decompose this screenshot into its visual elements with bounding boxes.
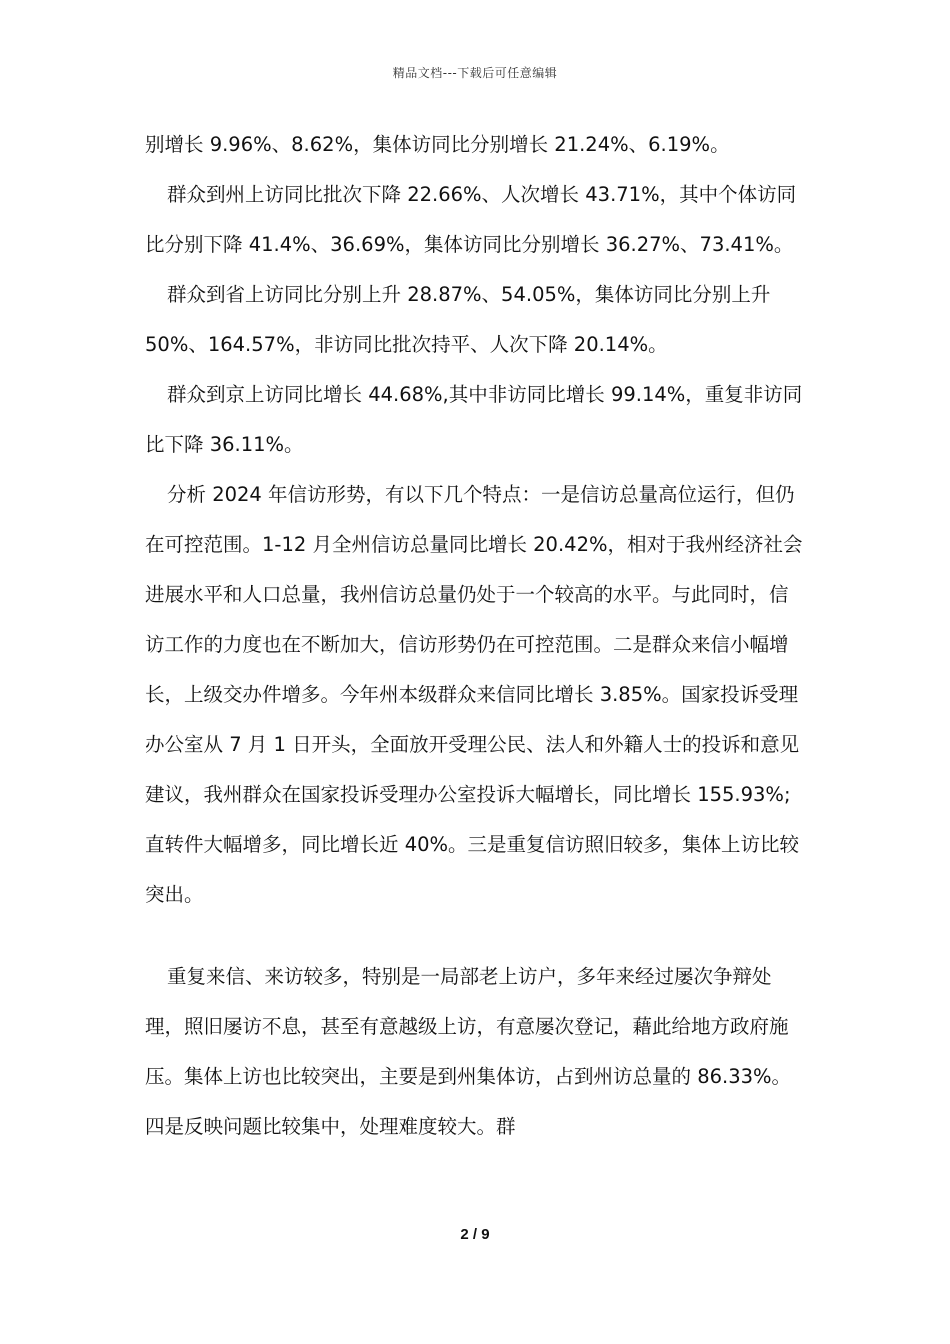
page-number: 2 / 9 xyxy=(460,1226,490,1243)
paragraph-2: 群众到省上访同比分别上升 28.87%、54.05%，集体访同比分别上升 50%、164.57%，非访同比批次持平、人次下降 20.14%。 xyxy=(145,283,771,356)
paragraph-3: 群众到京上访同比增长 44.68%,其中非访同比增长 99.14%，重复非访同比下降 36.11%。 xyxy=(145,383,803,456)
paragraph-1: 群众到州上访同比批次下降 22.66%、人次增长 43.71%，其中个体访同比分别下降 41.4%、36.69%，集体访同比分别增长 36.27%、73.41%。 xyxy=(145,183,797,256)
paragraph-4: 分析 2024 年信访形势，有以下几个特点：一是信访总量高位运行，但仍在可控范围。1-12 月全州信访总量同比增长 20.42%，相对于我州经济社会进展水平和人口总量，我州信访总量仍处于一个较高的水平。与此同时，信访工作的力度也在不断加大，信访形势仍在可控范围。二是群众来信小幅增长，上级交办件增多。今年州本级群众来信同比增长 3.85%。国家投诉受理办公室从 7 月 1 日开头，全面放开受理公民、法人和外籍人士的投诉和意见建议，我州群众在国家投诉受理办公室投诉大幅增长，同比增长 155.93%;直转件大幅增多，同比增长近 40%。三是重复信访照旧较多，集体上访比较突出。 xyxy=(145,483,803,906)
document-body xyxy=(145,120,805,1152)
paragraph-0: 别增长 9.96%、8.62%，集体访同比分别增长 21.24%、6.19%。 xyxy=(145,133,730,156)
paragraph-5: 重复来信、来访较多，特别是一局部老上访户，多年来经过屡次争辩处理，照旧屡访不息，甚至有意越级上访，有意屡次登记，藉此给地方政府施压。集体上访也比较突出，主要是到州集体访，占到州访总量的 86.33%。四是反映问题比较集中，处理难度较大。群 xyxy=(145,965,792,1138)
page-header: 精品文档---下载后可任意编辑 xyxy=(392,66,558,80)
paragraph-gap xyxy=(145,920,805,952)
